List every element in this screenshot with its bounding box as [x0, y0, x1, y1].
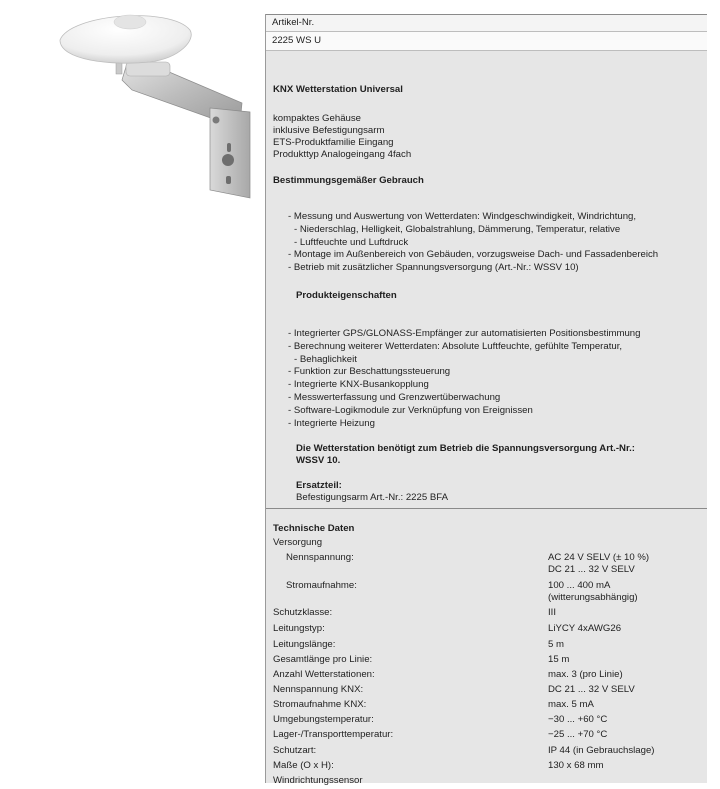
- tech-row: [266, 592, 707, 606]
- tech-value: LiYCY 4xAWG26: [548, 623, 622, 634]
- technical-data-section: [266, 509, 707, 786]
- feature-item: kompaktes Gehäuse: [273, 113, 361, 124]
- property-item-continued: - Behaglichkeit: [288, 354, 640, 367]
- properties-list: [288, 328, 640, 430]
- usage-item-continued: - Niederschlag, Helligkeit, Globalstrahlung, Dämmerung, Temperatur, relative: [288, 224, 658, 237]
- tech-label: Nennspannung KNX:: [273, 684, 364, 695]
- property-item: - Berechnung weiterer Wetterdaten: Absolute Luftfeuchte, gefühlte Temperatur,: [288, 341, 640, 354]
- tech-title: Technische Daten: [273, 523, 355, 534]
- tech-row: [266, 684, 707, 698]
- tech-row: [266, 699, 707, 713]
- tech-label: Lager-/Transporttemperatur:: [273, 729, 394, 740]
- tech-row: [266, 729, 707, 743]
- tech-label: Stromaufnahme:: [286, 580, 357, 591]
- tech-row: [266, 564, 707, 578]
- description-section: [266, 51, 707, 509]
- tech-value: max. 5 mA: [548, 699, 594, 710]
- tech-value: DC 21 ... 32 V SELV: [548, 564, 635, 575]
- feature-item: inklusive Befestigungsarm: [273, 125, 385, 136]
- property-item: - Software-Logikmodule zur Verknüpfung von Ereignissen: [288, 405, 640, 418]
- tech-label: Windrichtungssensor: [273, 775, 363, 786]
- property-item: - Integrierte Heizung: [288, 418, 640, 431]
- tech-label: Gesamtlänge pro Linie:: [273, 654, 373, 665]
- note-line-2: WSSV 10.: [296, 455, 341, 466]
- tech-label: Schutzklasse:: [273, 607, 333, 618]
- property-item: - Messwerterfassung und Grenzwertüberwachung: [288, 392, 640, 405]
- tech-value: −30 ... +60 °C: [548, 714, 608, 725]
- tech-label: Stromaufnahme KNX:: [273, 699, 367, 710]
- tech-value: −25 ... +70 °C: [548, 729, 608, 740]
- tech-row: [266, 623, 707, 637]
- tech-value: 15 m: [548, 654, 570, 665]
- tech-value: IP 44 (in Gebrauchslage): [548, 745, 655, 756]
- usage-item: - Montage im Außenbereich von Gebäuden, vorzugsweise Dach- und Fassadenbereich: [288, 249, 658, 262]
- tech-value: III: [548, 607, 556, 618]
- tech-row: [266, 745, 707, 759]
- note-line-1: Die Wetterstation benötigt zum Betrieb die Spannungsversorgung Art.-Nr.:: [296, 443, 636, 454]
- tech-row: [266, 760, 707, 774]
- usage-list: [288, 211, 658, 275]
- feature-item: ETS-Produktfamilie Eingang: [273, 137, 394, 148]
- tech-label: Anzahl Wetterstationen:: [273, 669, 375, 680]
- property-item: - Funktion zur Beschattungssteuerung: [288, 366, 640, 379]
- tech-label: Nennspannung:: [286, 552, 354, 563]
- tech-row: [266, 639, 707, 653]
- tech-row: [266, 714, 707, 728]
- tech-value: AC 24 V SELV (± 10 %): [548, 552, 650, 563]
- article-number: 2225 WS U: [266, 32, 707, 51]
- tech-label: Umgebungstemperatur:: [273, 714, 374, 725]
- feature-item: Produkttyp Analogeingang 4fach: [273, 149, 412, 160]
- properties-title: Produkteigenschaften: [296, 290, 397, 301]
- tech-row: [266, 669, 707, 683]
- tech-value: 5 m: [548, 639, 564, 650]
- tech-value: 100 ... 400 mA: [548, 580, 611, 591]
- property-item: - Integrierte KNX-Busankopplung: [288, 379, 640, 392]
- usage-item: - Messung und Auswertung von Wetterdaten: Windgeschwindigkeit, Windrichtung,: [288, 211, 658, 224]
- usage-item: - Betrieb mit zusätzlicher Spannungsversorgung (Art.-Nr.: WSSV 10): [288, 262, 658, 275]
- tech-value: max. 3 (pro Linie): [548, 669, 623, 680]
- spare-part-text: Befestigungsarm Art.-Nr.: 2225 BFA: [296, 492, 448, 503]
- tech-label: Maße (O x H):: [273, 760, 334, 771]
- usage-item-continued: - Luftfeuchte und Luftdruck: [288, 237, 658, 250]
- tech-value: (witterungsabhängig): [548, 592, 638, 603]
- usage-title: Bestimmungsgemäßer Gebrauch: [273, 175, 424, 186]
- property-item: - Integrierter GPS/GLONASS-Empfänger zur automatisierten Positionsbestimmung: [288, 328, 640, 341]
- datasheet: [265, 14, 707, 786]
- tech-value: 130 x 68 mm: [548, 760, 604, 771]
- product-title: KNX Wetterstation Universal: [273, 84, 403, 95]
- tech-row: [266, 775, 707, 789]
- tech-label: Leitungstyp:: [273, 623, 325, 634]
- supply-heading: Versorgung: [273, 537, 323, 548]
- article-label: Artikel-Nr.: [266, 14, 707, 32]
- product-image: [50, 8, 260, 208]
- tech-label: Leitungslänge:: [273, 639, 336, 650]
- tech-value: DC 21 ... 32 V SELV: [548, 684, 635, 695]
- spare-part-title: Ersatzteil:: [296, 480, 342, 491]
- tech-row: [266, 607, 707, 621]
- tech-row: [266, 654, 707, 668]
- tech-label: Schutzart:: [273, 745, 317, 756]
